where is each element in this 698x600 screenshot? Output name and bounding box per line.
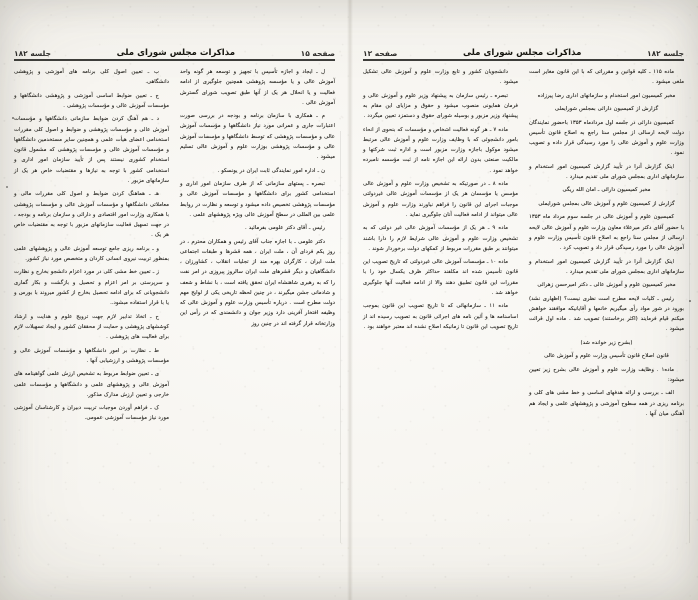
paragraph: د ـ هم آهنگ کردن ضوابط سازمانی دانشگاهها و مؤسسات آموزش عالی و مؤسسات پژوهشی و ضوابط و اصول کلی مقررات استخدامی اعضای هیأت علمی و همچنین سایر مستخدمین دانشگاهها و مؤسسات آموزش عالی و مؤسسات پژوهشی که مشمول قانون استخدام کشوری نیستند پس از تأیید سازمان امور اداری و استخدامی کشور با توجه به نیازها و مقتضیات خاص هر یک از سازمانهای مزبور . xyxy=(14,116,169,184)
paragraph: م ـ همکاری با سازمان برنامه و بودجه در بررسی صورت اعتبارات جاری و عمرانی مورد نیاز دانشگاهها و مؤسسات آموزش عالی و مؤسسات پژوهشی که توسط دانشگاهها و مؤسسات آموزش عالی و مؤسسات پژوهشی بوزارت علوم و آموزش عالی تسلیم میشود . xyxy=(180,113,335,161)
left-page-inner-column xyxy=(14,67,169,595)
paragraph: ز ـ تعیین خط مشی کلی در مورد اعزام دانشجو بخارج و نظارت و سرپرستی بر امر اعزام و تحصیل و بازگشت و بکار گماری دانشجویانی که برای ادامه تحصیل بخارج از کشور میروند با بورس و یا با قرار استفاده مبشود.. xyxy=(14,269,169,307)
paragraph: گزارش از کمیسیون علوم و آموزش عالی بمجلس شورایملی xyxy=(538,200,675,207)
paragraph: الف ـ بررسی و ارائه هدفهای اساسی و خط مشی های کلی و برنامه ریزی در همه سطوح آموزشی و پژوهشهای علمی و ایجاد هم آهنگی میان آنها . xyxy=(529,390,684,417)
paragraph: اینک گزارش آنرا در تأیید گزارش کمیسیون امور استخدام و سازمانهای اداری بمجلس شورای ملی تقدیم میدارد . xyxy=(529,163,684,180)
right-page-inner-column xyxy=(529,67,684,595)
paragraph: ب ـ تعیین اصول کلی برنامه های آموزشی و پژوهشی دانشگاهی. xyxy=(14,69,169,86)
paragraph: تبصره ـ رئیس سازمان به پیشنهاد وزیر علوم و آموزش عالی و فرمان همایونی منصوب میشود و حقوق و مزایای این مقام به پیشنهاد وزیر مزبور و بوسیله شورای حقوق و دستمزد تعیین میگردد . xyxy=(363,92,518,120)
paragraph: رئیس ـ آقای دکتر علومی بفرمائید . xyxy=(245,225,325,232)
left-page-columns xyxy=(14,61,335,595)
paragraph: رئیس ـ کلیات لایحه مطرح است نظری نیست؟ (اظهاری نشد) بورود در شور مواد رأی میگیریم خانمها و آقایانیکه موافقند خواهش میکنم قیام فرمایند (اکثر برخاستند) تصویب شد . ماده اول قرائت میشود . xyxy=(529,295,684,333)
paragraph: کمیسیون علوم و آموزش عالی در جلسه سوم مرداد ماه ۱۳۵۳ با حضور آقای دکتر میرعلاء معاون وزارت علوم و آموزش عالی لایحه ارسالی از مجلس سنا راجع به اصلاح قانون تأسیس وزارت علوم و آموزش عالی را مورد رسیدگی قرار داد و تصویب کرد . xyxy=(529,214,684,252)
paragraph: مخبر کمیسیون علوم و آموزش عالی ـ دکتر امیرحسن زهرائی xyxy=(537,282,676,289)
column-divider xyxy=(689,131,690,543)
paragraph: قانون اصلاح قانون تأسیس وزارت علوم و آموزش عالی xyxy=(544,353,669,360)
right-page-columns xyxy=(363,61,684,595)
paragraph: تبصره ـ پستهای سازمانی که از طرف سازمان امور اداری و استخدامی کشور برای دانشگاهها و مؤسسات آموزش عالی و مؤسسات پژوهشی تخصیص داده میشود و توسعه و نظارت در روابط علمی بین المللی در سطح آموزش عالی ویژه پژوهشهای علمی . xyxy=(180,181,335,218)
paragraph: ماده ۷ ـ هر گونه فعالیت اشخاص و مؤسسات که بنحوی از انحاء بامور دانشجوئی که با وظایف وزارت علوم و آموزش عالی مرتبط میشود موکول باجازه وزارت مزبور است و اداره ثبت شرکتها و مالکیت صنعتی بدون ارائه این اجازه نامه از ثبت مؤسسه نامبرده خواهد نمود . xyxy=(363,126,518,174)
paragraph: ح ـ اتخاذ تدابیر لازم جهت ترویج علوم و هدایت و ارشاد کوششهای پژوهشی و حمایت از محققان کشور و ایجاد تسهیلات لازم برای فعالیت های پژوهشی . xyxy=(14,313,169,341)
right-page-running-head xyxy=(363,0,684,61)
paragraph: ل ـ ایجاد و اجازه تأسیس با تجهیز و توسعه هر گونه واحد آموزش عالی و یا مؤسسه پژوهشی همچنین جلوگیری از ادامه فعالیت و یا انحلال هر یک از آنها طبق تصویب شورای گسترش آموزش عالی . xyxy=(180,69,335,106)
paragraph: ماده ۱۱۵ ـ کلیه قوانین و مقرراتی که با این قانون مغایر است ملغی میشود . xyxy=(529,69,684,86)
paragraph: ن ـ اداره امور نمایندگی ثابت ایران در یونسکو . xyxy=(217,167,325,174)
paragraph: و ـ برنامه ریزی جامع توسعه آموزش عالی و پژوهشهای علمی بمنظور تربیت نیروی انسانی کاردان و متخصص مورد نیاز کشور. xyxy=(14,245,169,262)
right-page xyxy=(349,0,698,600)
column-divider xyxy=(340,131,341,543)
paragraph: کمیسیون دارائی در جلسه اول مردادماه ۱۳۵۳ باحضور نمایندگان دولت لایحه ارسالی از مجلس سنا راجع به اصلاح قانون تأسیس وزارت علوم و آموزش عالی را مورد رسیدگی قرار داده و تصویب نمود . xyxy=(529,119,684,157)
paragraph: ک ـ فراهم آوردن موجبات تربیت دبیران و کارشناسان آموزشی مورد نیاز مؤسسات آموزشی عمومی. xyxy=(14,405,169,422)
paragraph: (بشرح زیر خوانده شد) xyxy=(580,339,633,346)
left-page-running-head xyxy=(14,0,335,61)
paragraph: مخبر کمیسیون دارائی ـ امان الله ریگی xyxy=(562,187,651,194)
paragraph: ماده ۱۱ ـ سازمانهائی که تا تاریخ تصویب این قانون بموجب اساسنامه ها و آئین نامه های اجرائی قانون به تصویب رسیده اند از تاریخ تصویب این قانون تا زمانیکه اصلاح نشده اند معتبر خواهند بود . xyxy=(363,303,518,330)
paragraph: ماده ۸ ـ در صورتیکه به تشخیص وزارت علوم و آموزش عالی مؤسس یا مؤسسان هر یک از مؤسسات آموزش عالی غیردولتی موجبات اجرای این قانون را فراهم نیاورند وزارت علوم و آموزش عالی میتواند از ادامه فعالیت آنان جلوگیری نماید . xyxy=(363,181,518,218)
left-page-number-label: صفحه ۱۵ xyxy=(300,49,335,58)
left-page-session-label: جلسه ۱۸۲ xyxy=(14,49,51,58)
paragraph: ی ـ تعیین ضوابط مربوط به تشخیص ارزش علمی گواهینامه های آموزش عالی و پژوهشهای علمی و دانشگاهها و مؤسسات علمی خارجی و تعیین ارزش مدارک مذکور. xyxy=(14,371,169,398)
left-page-publication-title: مذاکرات مجلس شورای ملی xyxy=(116,48,236,58)
paragraph: ماده ۹ ـ هر یک از مؤسسات آموزش عالی غیر دولتی که به تشخیص وزارت علوم و آموزش عالی شرایط لازم را دارا باشند میتوانند بر طبق مقررات مربوط از کمکهای دولت برخوردار شوند . xyxy=(363,225,518,252)
paragraph: دانشجویان کشور و تابع وزارت علوم و آموزش عالی تشکیل میشود . xyxy=(363,69,518,86)
left-page-outer-column xyxy=(180,67,335,595)
paragraph: ج ـ تعیین ضوابط اساسی آموزشی و پژوهشی دانشگاهها و مؤسسات آموزش عالی و مؤسسات پژوهشی . xyxy=(14,92,169,109)
paragraph: ماده ۱۰ ـ مؤسسات آموزش عالی غیردولتی که تاریخ تصویب این قانون تأسیس شده اند مکلفند حداکثر ظرف یکسال خود را با مقررات این قانون تطبیق دهند والا از ادامه فعالیت آنها جلوگیری خواهد شد . xyxy=(363,259,518,296)
paragraph: هـ ـ هماهنگ کردن ضوابط و اصول کلی مقررات مالی و معاملاتی دانشگاهها و مؤسسات آموزش عالی و مؤسسات پژوهشی با همکاری وزارت امور اقتصادی و دارائی و سازمان برنامه و بودجه ، در جهت تسهیل فعالیت سازمانهای مزبور با توجه به مقتضیات خاص هر یک . xyxy=(14,191,169,239)
right-page-publication-title: مذاکرات مجلس شورای ملی xyxy=(462,48,582,58)
right-page-session-label: جلسه ۱۸۲ xyxy=(647,49,684,58)
paragraph: مخبر کمیسیون امور استخدام و سازمانهای اداری رضا پیرزاده xyxy=(537,92,676,99)
paragraph: ماده۱ . وظایف وزارت علوم و آموزش عالی بشرح زیر تعیین میشود: xyxy=(529,366,684,383)
right-page-outer-column xyxy=(363,67,518,595)
right-page-number-label: صفحه ۱۲ xyxy=(363,49,398,58)
paragraph: گزارش از کمیسیون دارائی بمجلس شورایملی xyxy=(554,106,659,113)
paragraph: دکتر علومی ـ با اجازه جناب آقای رئیس و همکاران محترم ، در روز یکم فردای آن ، ملت ایران ، همه قشرها و طبقات اجتماعی ملت ایران ، کارگران بهره مند از تجلیات انقلاب ، کشاورزان ، دانشگاهیان و دیگر قشرهای ملت ایران سالروز پیروزی در امر نفت را که به رهبری شاهنشاه ایران تحقق یافته است ، با نشاط و شعف و شادمانی جشن میگیرند ، در چنین لحظه تاریخی یکی از لوایح مهم دولت مطرح است . درباره تأسیس وزارت علوم و آموزش عالی که وظیفه افتخار آفرینی دارد وزیر جوان و دانشمندی که در رأس این وزارتخانه قرار گرفته اند در چنین روز xyxy=(180,238,335,327)
paragraph: اینک گزارش آنرا در تأیید گزارش کمیسیون امور استخدام و سازمانهای اداری بمجلس شورای ملی تقدیم میدارد . xyxy=(529,258,684,275)
paragraph: ط ـ نظارت بر امور دانشگاهها و مؤسسات آموزش عالی و مؤسسات پژوهشی و ارزشیابی آنها . xyxy=(14,347,169,364)
